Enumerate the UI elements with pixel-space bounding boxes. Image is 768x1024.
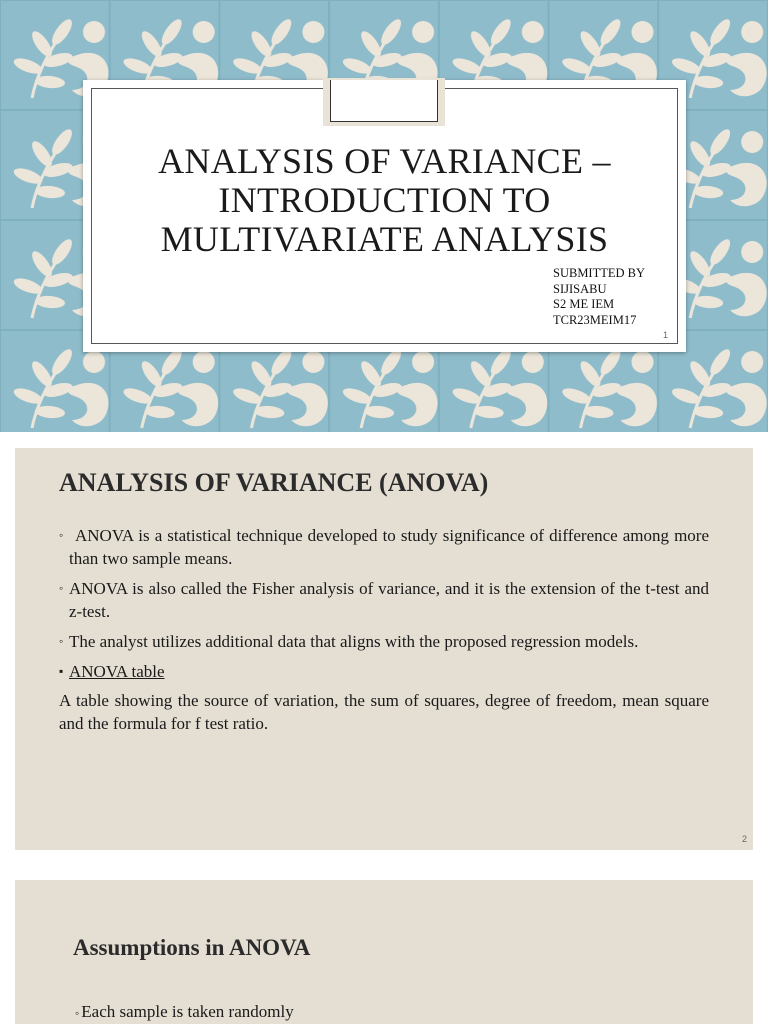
bullet-list (59, 524, 709, 735)
bullet-text: Each sample is taken randomly (81, 1002, 294, 1021)
list-item (59, 524, 709, 570)
author-roll-number: TCR23MEIM17 (553, 312, 637, 327)
slide-number: 1 (662, 330, 668, 340)
list-item (59, 630, 709, 653)
submitted-by-label: SUBMITTED BY (553, 266, 646, 280)
list-item (75, 1002, 294, 1022)
list-item (59, 577, 709, 623)
slide-heading: Assumptions in ANOVA (73, 935, 311, 960)
square-bullet-icon: ▪ (59, 664, 64, 678)
author-name: SIJISABU (553, 281, 607, 296)
slide-heading: ANALYSIS OF VARIANCE (ANOVA) (59, 468, 489, 497)
title-slide (0, 0, 768, 432)
author-class: S2 ME IEM (553, 297, 615, 311)
bullet-text: ANOVA is also called the Fisher analysis of variance, and it is the extension of the t-test and z-test. (69, 579, 709, 621)
circle-bullet-icon: ◦ (59, 634, 64, 648)
slide-number: 2 (741, 834, 747, 844)
circle-bullet-icon: ◦ (59, 581, 64, 595)
circle-bullet-icon: ◦ (59, 528, 64, 542)
anova-table-subheading: ANOVA table (69, 662, 165, 681)
title-tab (330, 80, 438, 122)
assumptions-slide (15, 880, 753, 1024)
submitted-by-block (553, 266, 645, 328)
bullet-text: The analyst utilizes additional data that aligns with the proposed regression models. (69, 632, 639, 651)
list-item (59, 660, 709, 683)
title-card (83, 80, 686, 352)
bullet-text: ANOVA is a statistical technique developed to study significance of difference among more than two sample means. (69, 526, 709, 568)
anova-slide (15, 448, 753, 850)
presentation-title: ANALYSIS OF VARIANCE –INTRODUCTION TO MULTIVARIATE ANALYSIS (158, 141, 611, 259)
circle-bullet-icon: ◦ (75, 1006, 80, 1020)
anova-table-description: A table showing the source of variation, the sum of squares, degree of freedom, mean square and the formula for f test ratio. (59, 691, 709, 733)
